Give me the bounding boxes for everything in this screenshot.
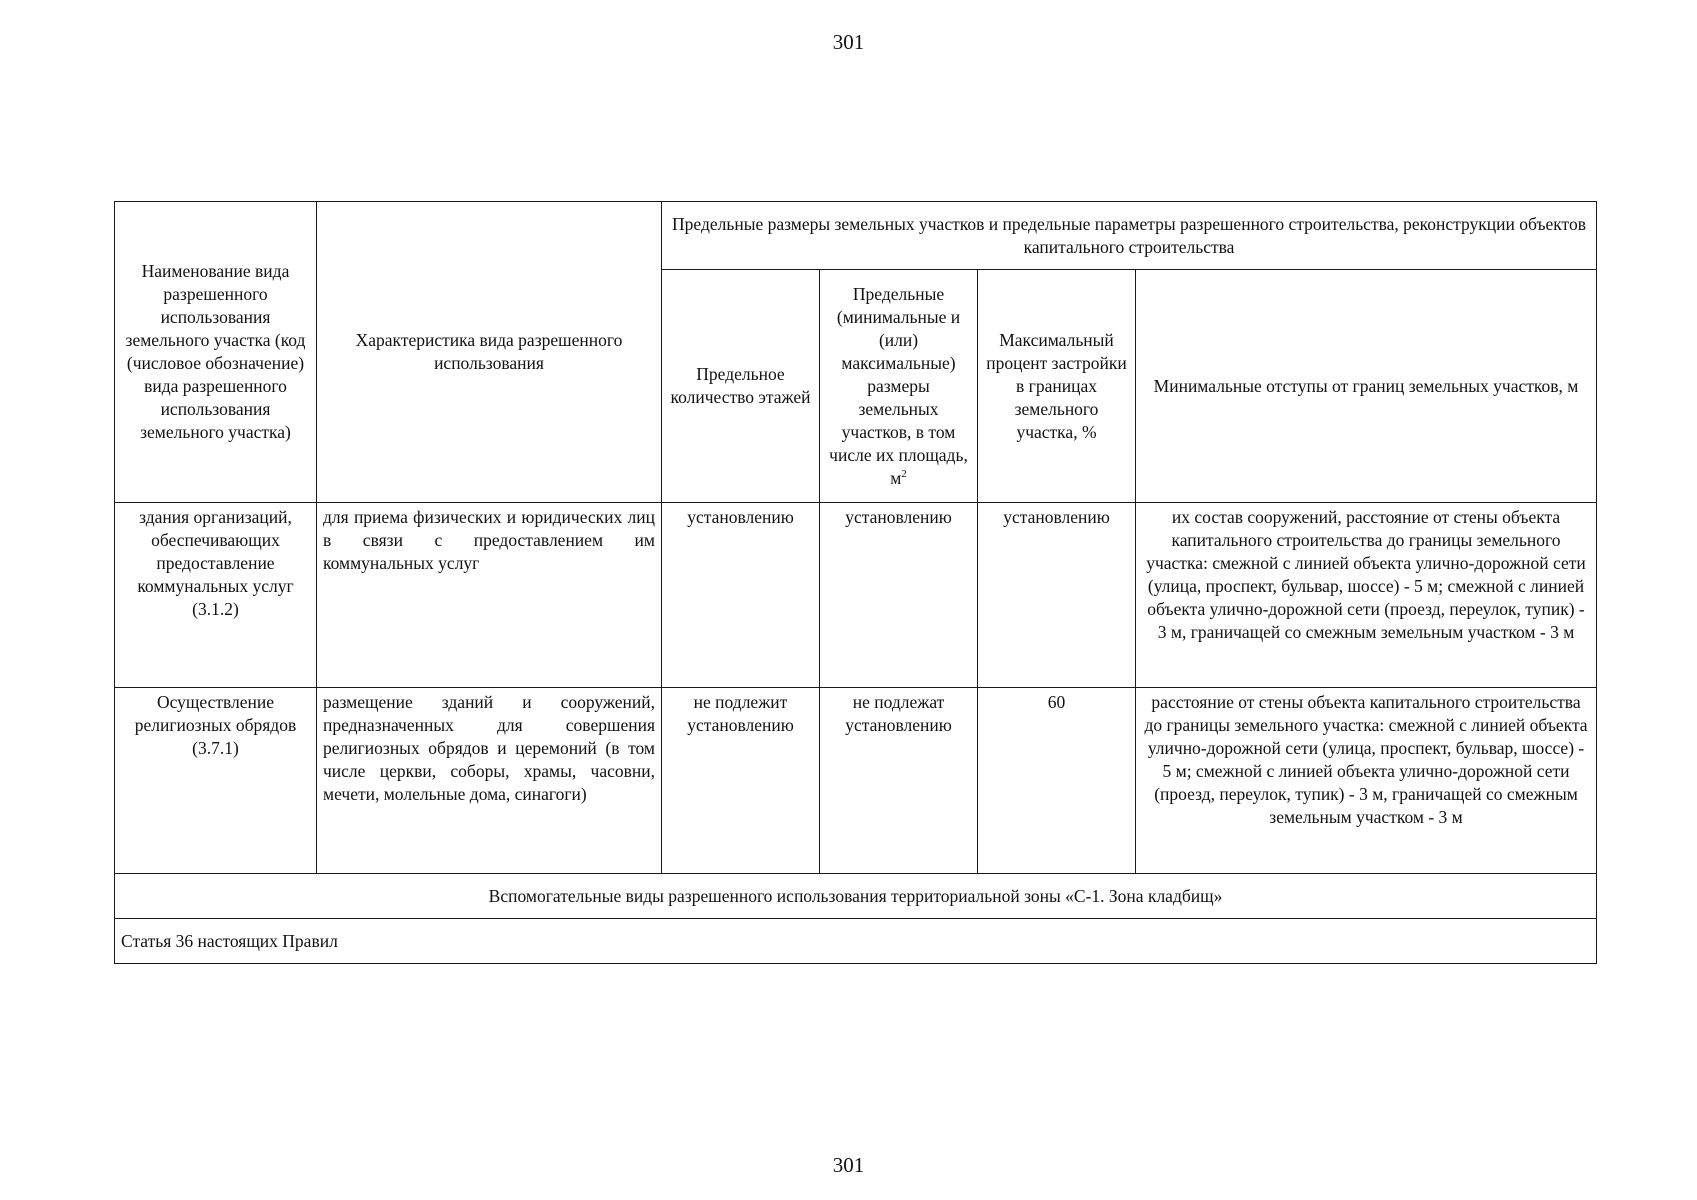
header-percent: Максимальный процент застройки в границах земельного участка, % [978,270,1136,503]
cell-name: Осуществление религиозных обрядов (3.7.1) [115,688,317,874]
cell-percent: 60 [978,688,1136,874]
cell-name: здания организаций, обеспечивающих предоставление коммунальных услуг (3.1.2) [115,503,317,688]
page-number-top: 301 [832,30,865,54]
cell-percent: установлению [978,503,1136,688]
cell-characteristic: размещение зданий и сооружений, предназначенных для совершения религиозных обрядов и церемоний (в том числе церкви, соборы, храмы, часовни, мечети, молельные дома, синагоги) [317,688,662,874]
header-group-title: Предельные размеры земельных участков и предельные параметры разрешенного строительства, реконструкции объектов капитального строительства [662,202,1597,270]
cell-sizes: установлению [820,503,978,688]
header-characteristic: Характеристика вида разрешенного использования [317,202,662,503]
table-row [115,688,1597,874]
land-use-table [114,201,1597,964]
cell-setbacks: расстояние от стены объекта капитального строительства до границы земельного участка: смежной с линией объекта улично-дорожной сети (улица, проспект, бульвар, шоссе) - 5 м; смежной с линией объекта улично-дорожной сети (проезд, переулок, тупик) - 3 м, граничащей со смежным земельным участком - 3 м [1136,688,1597,874]
header-sizes [820,270,978,503]
header-sizes-sup: 2 [901,467,907,480]
header-floors: Предельное количество этажей [662,270,820,503]
header-sizes-text: Предельные (минимальные и (или) максимальные) размеры земельных участков, в том числе их площадь, м [829,283,968,488]
table-row [115,503,1597,688]
auxiliary-text: Статья 36 настоящих Правил [115,919,1597,964]
page-number-bottom: 301 [832,1153,865,1177]
cell-setbacks: их состав сооружений, расстояние от стены объекта капитального строительства до границы земельного участка: смежной с линией объекта улично-дорожной сети (улица, проспект, бульвар, шоссе) - 5 м; смежной с линией объекта улично-дорожной сети (проезд, переулок, тупик) - 3 м, граничащей со смежным земельным участком - 3 м [1136,503,1597,688]
cell-floors: не подлежит установлению [662,688,820,874]
cell-floors: установлению [662,503,820,688]
header-name: Наименование вида разрешенного использования земельного участка (код (числовое обозначение) вида разрешенного использования земельного участка) [115,202,317,503]
auxiliary-title: Вспомогательные виды разрешенного использования территориальной зоны «С-1. Зона кладбищ» [115,874,1597,919]
header-setbacks: Минимальные отступы от границ земельных участков, м [1136,270,1597,503]
cell-characteristic: для приема физических и юридических лиц в связи с предоставлением им коммунальных услуг [317,503,662,688]
cell-sizes: не подлежат установлению [820,688,978,874]
